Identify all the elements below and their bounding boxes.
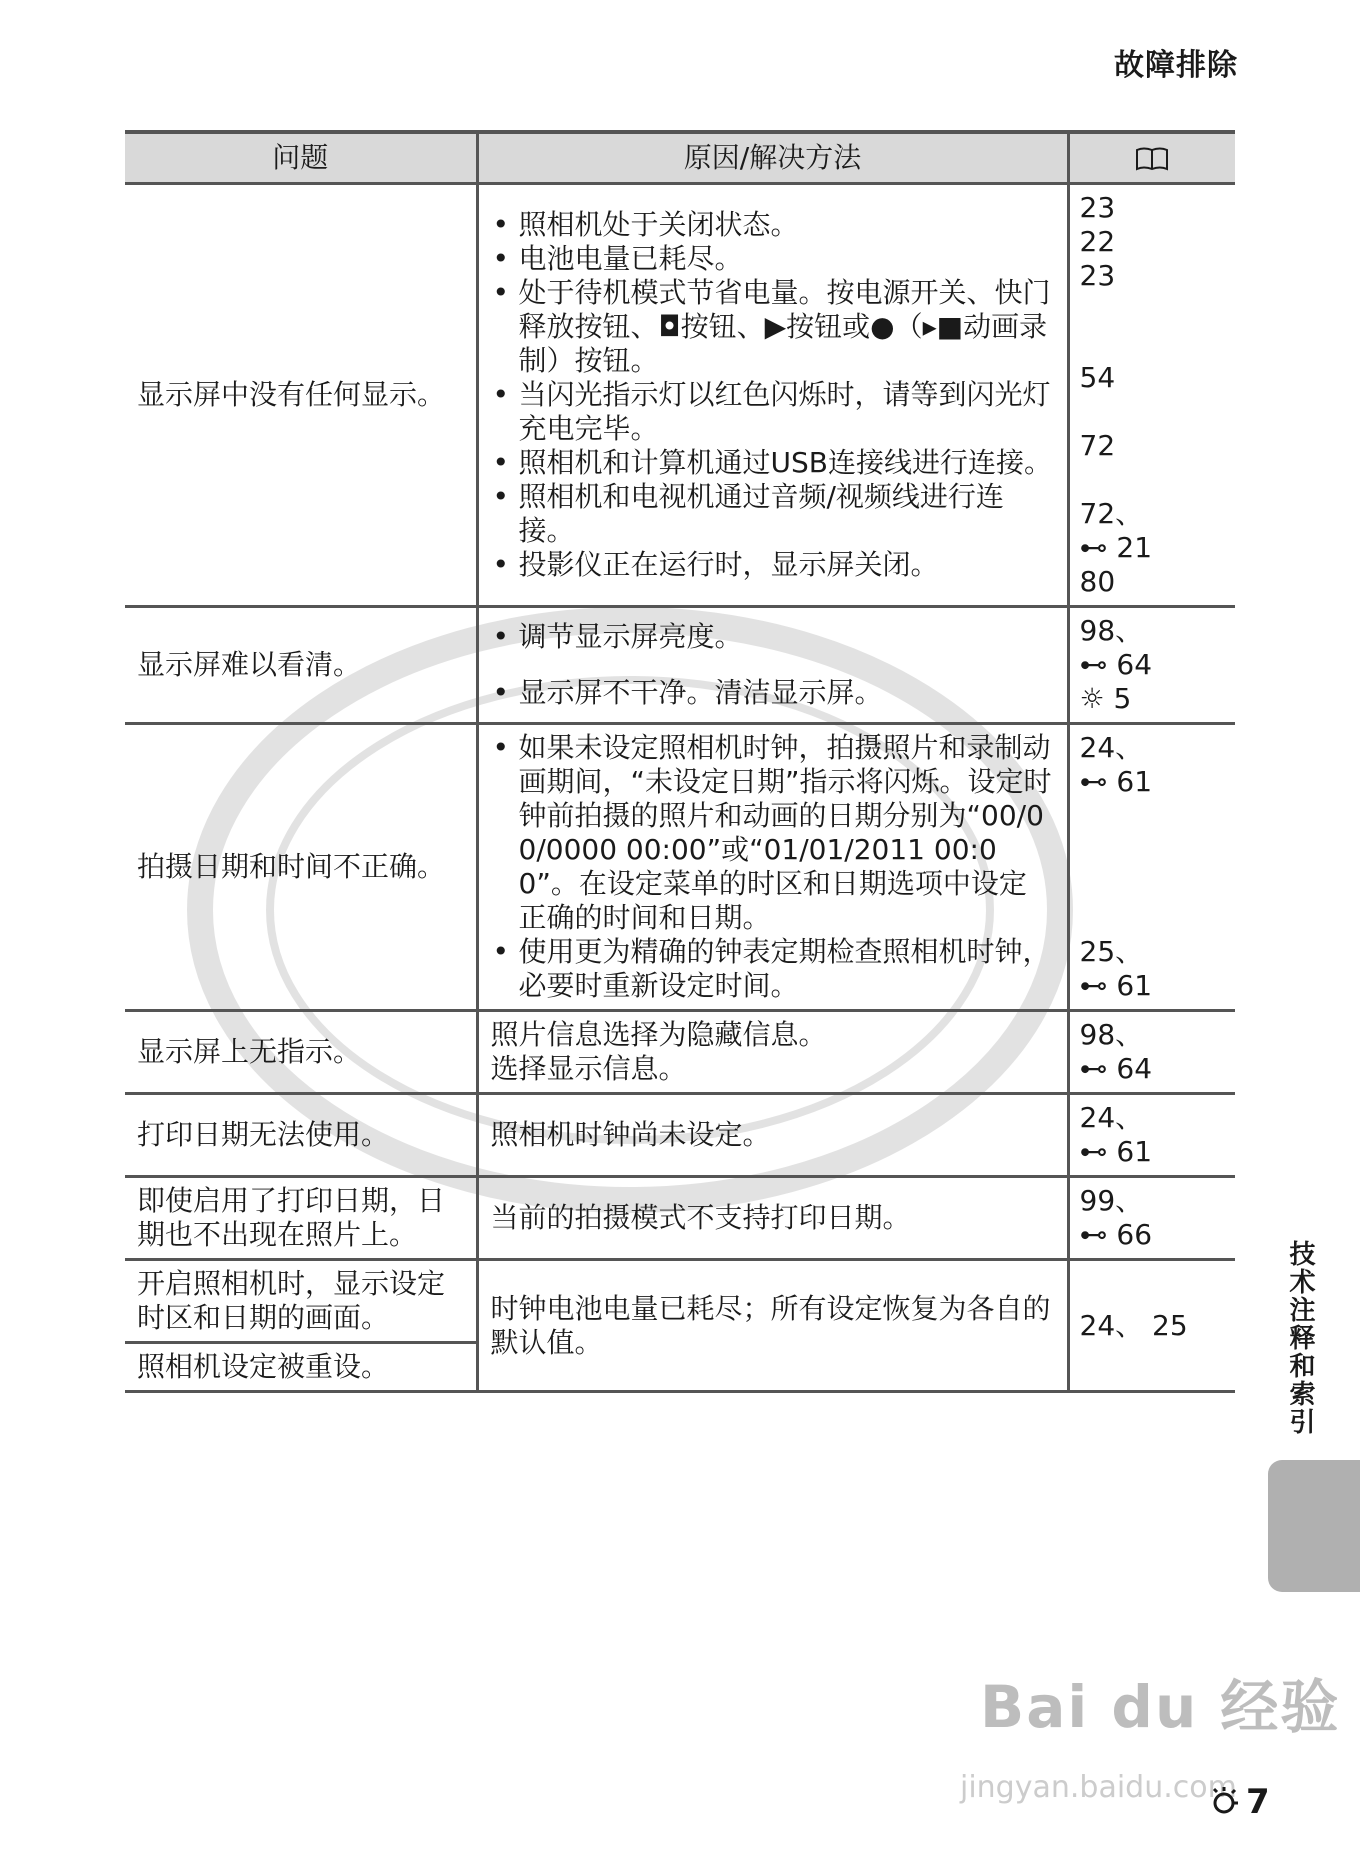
header-reference xyxy=(1068,132,1235,184)
reference-cell: 24、 ⊷ 61 25、 ⊷ 61 xyxy=(1068,724,1235,1011)
page-title: 故障排除 xyxy=(1114,48,1238,83)
cause-item: • 显示屏不干净。清洁显示屏。 xyxy=(491,676,1055,710)
troubleshooting-table xyxy=(125,130,1235,1393)
section-tab xyxy=(1268,1460,1360,1592)
table-row xyxy=(125,724,1235,1011)
reference-cell: 23 22 23 54 72 72、 ⊷ 21 80 xyxy=(1068,184,1235,607)
page-number-text: 7 xyxy=(1246,1782,1270,1822)
cause-item: • 投影仪正在运行时，显示屏关闭。 xyxy=(491,548,1055,582)
cause-item: • 调节显示屏亮度。 xyxy=(491,620,1055,654)
table-row xyxy=(125,1177,1235,1260)
reference-cell: 98、 ⊷ 64 ☼ 5 xyxy=(1068,607,1235,724)
cause-item: • 如果未设定照相机时钟，拍摄照片和录制动画期间，“未设定日期”指示将闪烁。设定时钟前拍摄的照片和动画的日期分别为“00/00/0000 00:00”或“01/01/2011 00:00”。在设定菜单的时区和日期选项中设定正确的时间和日期。 xyxy=(491,731,1055,935)
cause-line: 选择显示信息。 xyxy=(490,1052,687,1085)
cause-cell xyxy=(477,1011,1068,1094)
problem-cell: 拍摄日期和时间不正确。 xyxy=(125,724,477,1011)
header-cause: 原因/解决方法 xyxy=(477,132,1068,184)
cause-item: • 处于待机模式节省电量。按电源开关、快门释放按钮、◘按钮、▶按钮或●（▸■动画录制）按钮。 xyxy=(491,276,1055,378)
cause-cell xyxy=(477,724,1068,1011)
cause-cell xyxy=(477,607,1068,724)
reference-cell: 99、 ⊷ 66 xyxy=(1068,1177,1235,1260)
problem-cell: 显示屏上无指示。 xyxy=(125,1011,477,1094)
problem-cell: 显示屏中没有任何显示。 xyxy=(125,184,477,607)
table-row xyxy=(125,1094,1235,1177)
cause-item: • 使用更为精确的钟表定期检查照相机时钟，必要时重新设定时间。 xyxy=(491,935,1055,1003)
table-row xyxy=(125,1011,1235,1094)
table-row xyxy=(125,184,1235,607)
reference-cell: 24、 25 xyxy=(1068,1260,1235,1392)
header-problem: 问题 xyxy=(125,132,477,184)
cause-cell: 照相机时钟尚未设定。 xyxy=(477,1094,1068,1177)
cause-item: • 照相机和电视机通过音频/视频线进行连接。 xyxy=(491,480,1055,548)
watermark-url: jingyan.baidu.com xyxy=(960,1770,1237,1805)
reference-cell: 24、 ⊷ 61 xyxy=(1068,1094,1235,1177)
cause-item: • 照相机处于关闭状态。 xyxy=(491,208,1055,242)
cause-line: 照片信息选择为隐藏信息。 xyxy=(490,1018,827,1051)
page-number xyxy=(1208,1782,1270,1822)
problem-cell: 开启照相机时，显示设定时区和日期的画面。 xyxy=(125,1260,477,1343)
table-header-row xyxy=(125,132,1235,184)
problem-cell: 照相机设定被重设。 xyxy=(125,1343,477,1392)
cause-cell: 时钟电池电量已耗尽；所有设定恢复为各自的默认值。 xyxy=(477,1260,1068,1392)
cause-cell: 当前的拍摄模式不支持打印日期。 xyxy=(477,1177,1068,1260)
table-row xyxy=(125,607,1235,724)
problem-cell: 即使启用了打印日期，日期也不出现在照片上。 xyxy=(125,1177,477,1260)
cause-item: • 电池电量已耗尽。 xyxy=(491,242,1055,276)
problem-cell: 显示屏难以看清。 xyxy=(125,607,477,724)
cause-item: • 照相机和计算机通过USB连接线进行连接。 xyxy=(491,446,1055,480)
problem-cell: 打印日期无法使用。 xyxy=(125,1094,477,1177)
reference-cell: 98、 ⊷ 64 xyxy=(1068,1011,1235,1094)
book-icon xyxy=(1135,146,1169,172)
cause-item: • 当闪光指示灯以红色闪烁时，请等到闪光灯充电完毕。 xyxy=(491,378,1055,446)
table-row xyxy=(125,1260,1235,1343)
tips-icon xyxy=(1208,1785,1242,1819)
watermark-logo: Bai du 经验 xyxy=(980,1673,1341,1741)
section-side-label: 技术注释和索引 xyxy=(1285,1240,1315,1436)
cause-cell xyxy=(477,184,1068,607)
